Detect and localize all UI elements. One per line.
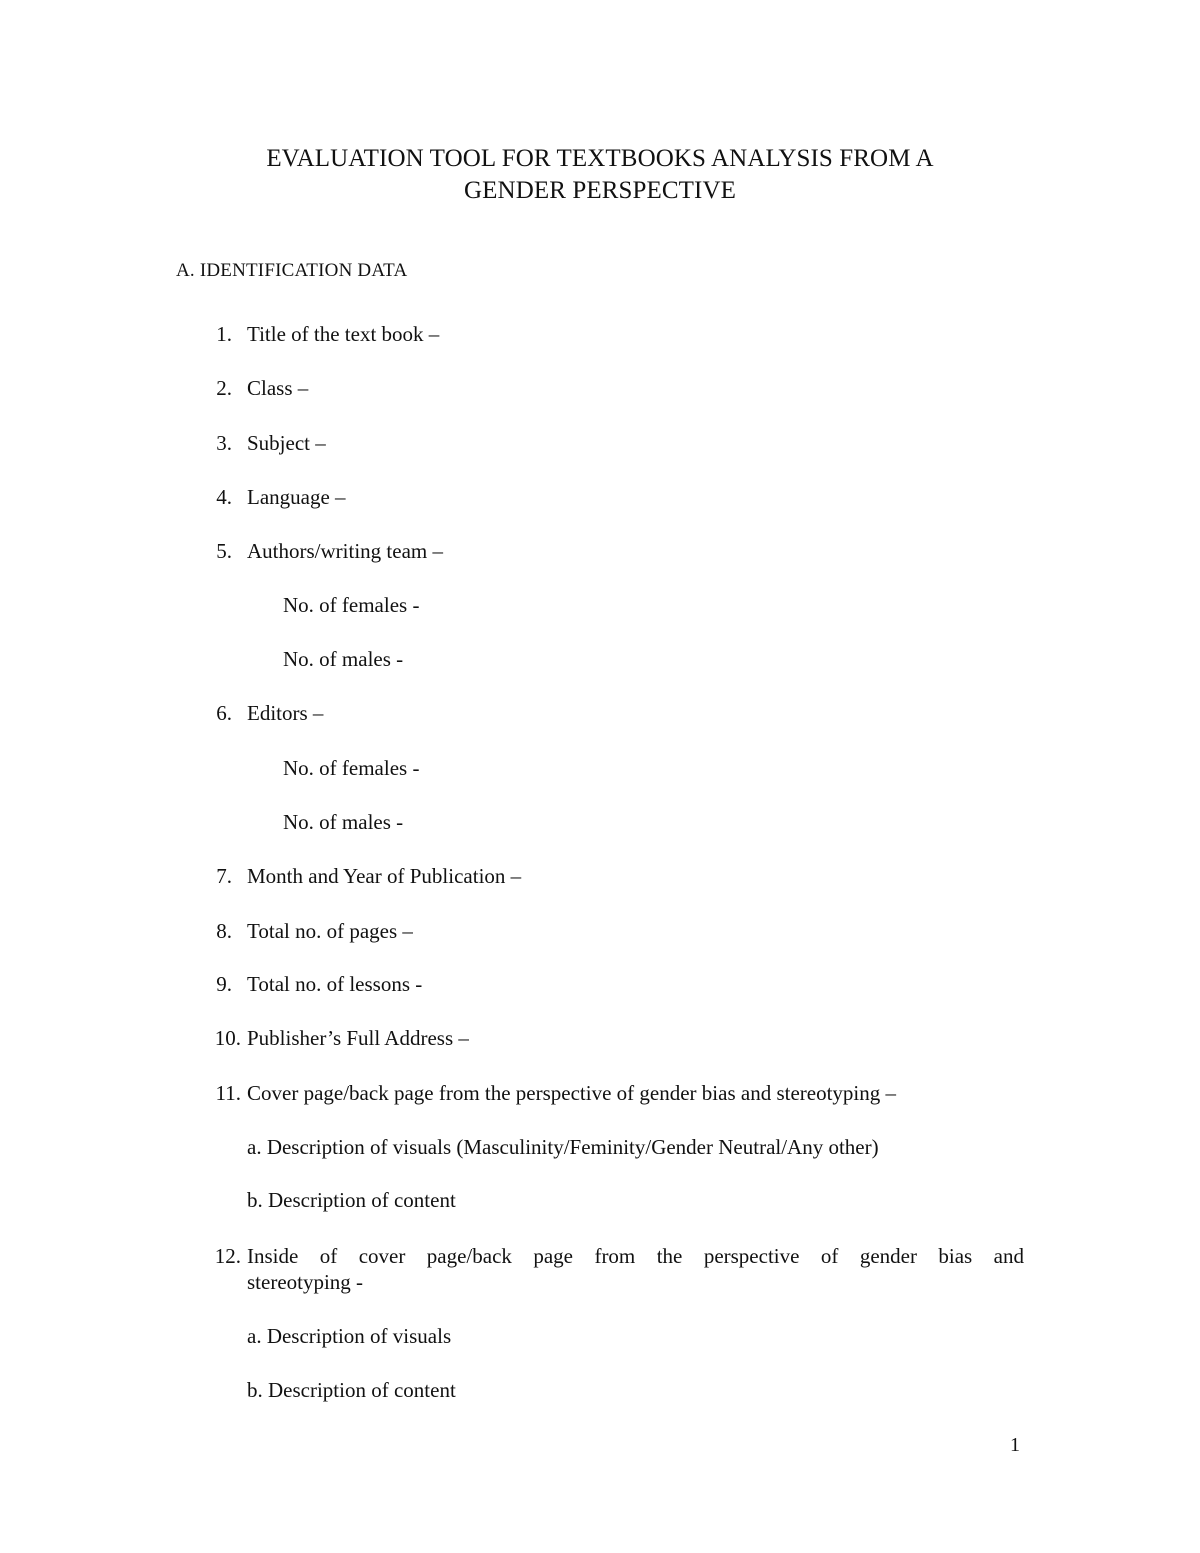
list-item-number: 5.	[216, 539, 232, 563]
list-item-text: Language –	[247, 485, 346, 509]
list-item-text: Authors/writing team –	[247, 539, 443, 563]
list-item-number: 8.	[216, 919, 232, 943]
sub-item-text: No. of females -	[283, 593, 420, 617]
list-item-text: Title of the text book –	[247, 322, 440, 346]
sub-item-text: a. Description of visuals	[247, 1324, 452, 1348]
sub-item-text: b. Description of content	[247, 1378, 456, 1402]
sub-item-text: No. of females -	[283, 756, 420, 780]
list-item-number: 3.	[216, 431, 232, 455]
list-item-number: 7.	[216, 864, 232, 888]
list-item-number: 6.	[216, 701, 232, 725]
list-item-number: 4.	[216, 485, 232, 509]
list-item-text: Subject –	[247, 431, 326, 455]
list-item-text-continued: stereotyping -	[247, 1270, 364, 1294]
list-item-text: Total no. of lessons -	[247, 972, 423, 996]
list-item-text: Total no. of pages –	[247, 919, 413, 943]
list-item-text: Inside of cover page/back page from the perspective of gender bias and	[247, 1244, 1024, 1268]
sub-item-text: a. Description of visuals (Masculinity/Feminity/Gender Neutral/Any other)	[247, 1135, 879, 1159]
list-item-text: Class –	[247, 376, 309, 400]
list-item-text: Editors –	[247, 701, 324, 725]
list-item-number: 9.	[216, 972, 232, 996]
sub-item-text: b. Description of content	[247, 1188, 456, 1212]
list-item-number: 10.	[214, 1026, 241, 1050]
document-title-line-1: EVALUATION TOOL FOR TEXTBOOKS ANALYSIS FROM A	[266, 145, 934, 172]
list-item-text: Cover page/back page from the perspective of gender bias and stereotyping –	[247, 1081, 897, 1105]
page-number: 1	[1010, 1434, 1020, 1456]
document-title-line-2: GENDER PERSPECTIVE	[464, 177, 736, 204]
list-item-number: 12.	[214, 1244, 241, 1268]
list-item-number: 11.	[215, 1081, 241, 1105]
sub-item-text: No. of males -	[283, 647, 404, 671]
list-item-number: 2.	[216, 376, 232, 400]
list-item-text: Month and Year of Publication –	[247, 864, 522, 888]
section-heading: A. IDENTIFICATION DATA	[176, 260, 408, 281]
sub-item-text: No. of males -	[283, 810, 404, 834]
list-item-text: Publisher’s Full Address –	[247, 1026, 469, 1050]
list-item-number: 1.	[216, 322, 232, 346]
